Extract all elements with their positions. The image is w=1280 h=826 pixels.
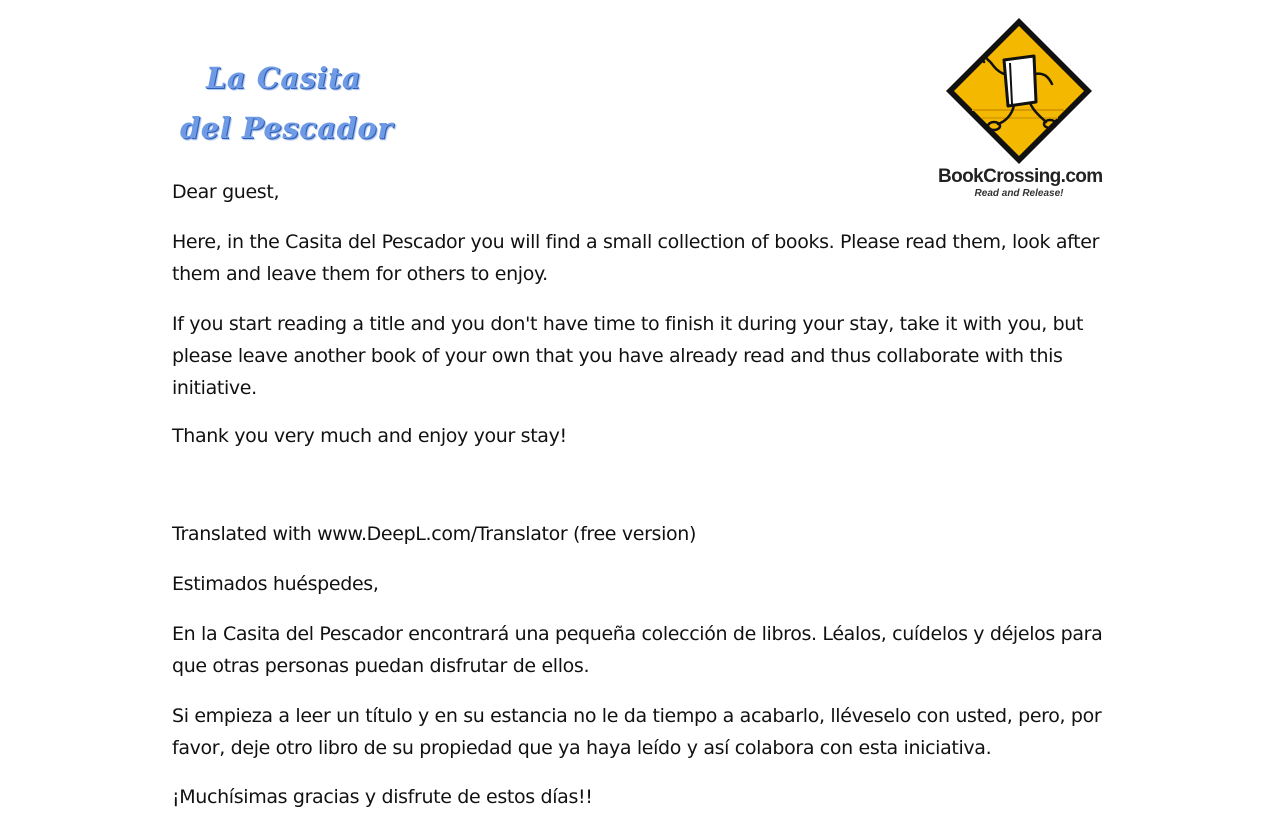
- spanish-paragraph-2: Si empieza a leer un título y en su estancia no le da tiempo a acabarlo, lléveselo con usted, pero, por favor, deje otro libro de su propiedad que ya haya leído y así colabora con esta iniciativa.: [172, 705, 1102, 759]
- translation-note: Translated with www.DeepL.com/Translator (free version): [172, 523, 697, 545]
- english-paragraph-1: Here, in the Casita del Pescador you will find a small collection of books. Please read them, look after them and leave them for others to enjoy.: [172, 231, 1100, 285]
- spanish-closing: ¡Muchísimas gracias y disfrute de estos días!!: [172, 786, 593, 808]
- english-greeting: Dear guest,: [172, 181, 280, 203]
- spanish-greeting: Estimados huéspedes,: [172, 573, 379, 595]
- title-line-1: La Casita: [206, 61, 362, 95]
- english-closing: Thank you very much and enjoy your stay!: [172, 425, 567, 447]
- casita-title-logo: [172, 52, 392, 152]
- title-line-2: del Pescador: [180, 111, 393, 145]
- spanish-paragraph-1: En la Casita del Pescador encontrará una pequeña colección de libros. Léalos, cuídelos y déjelos para que otras personas puedan disfrutar de ellos.: [172, 623, 1103, 677]
- english-paragraph-2: If you start reading a title and you don't have time to finish it during your stay, take it with you, but please leave another book of your own that you have already read and thus collaborate with this initiative.: [172, 313, 1084, 399]
- walking-book-icon: [942, 14, 1096, 168]
- brand-tagline: Read and Release!: [974, 188, 1064, 199]
- brand-name: BookCrossing.com: [938, 166, 1103, 187]
